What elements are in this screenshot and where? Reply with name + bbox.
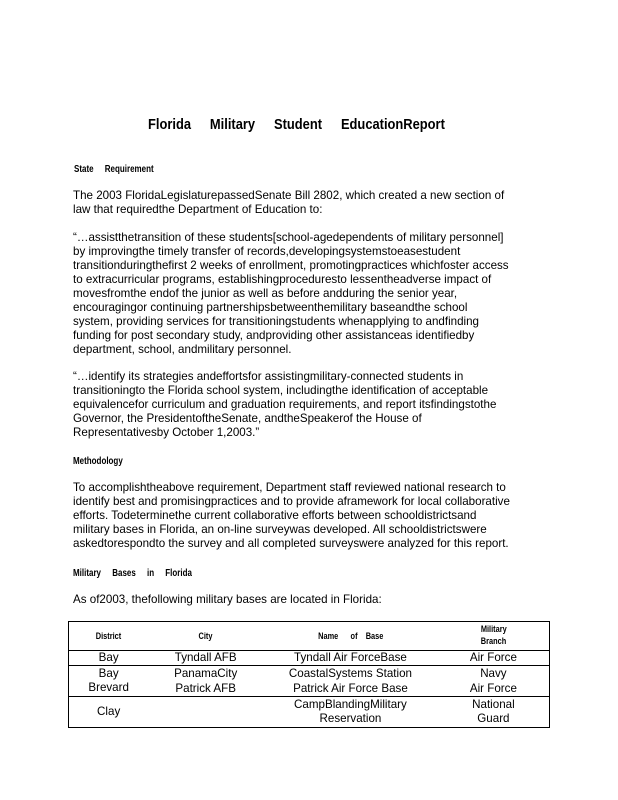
section-heading-methodology [73, 456, 134, 467]
text-line: transitioningto the Florida school system, includingthe identification of acceptable [73, 384, 489, 397]
cell-city: Tyndall AFB [174, 651, 237, 664]
military-bases-table [68, 621, 550, 728]
heading-word: Military [73, 568, 102, 579]
cell-district: Bay [98, 651, 119, 664]
cell-city [148, 697, 263, 728]
header-label: Name of Base [317, 631, 384, 641]
text-line: to extracurricular programs, establishingproceduresto lessentheadverse impact of [73, 273, 492, 286]
header-city [148, 622, 263, 651]
cell-district: Brevard [88, 681, 129, 694]
bases-intro [73, 593, 543, 607]
quote-paragraph-1 [73, 231, 543, 357]
cell-name: CoastalSystems Station [288, 667, 412, 680]
cell-branch: Air Force [469, 682, 517, 695]
intro-paragraph [73, 189, 543, 217]
text-line: department, school, andmilitary personnel. [73, 343, 292, 356]
heading-word: in [146, 568, 155, 579]
title-word: Military [209, 116, 256, 133]
heading-word: Requirement [104, 164, 154, 175]
heading-word: Florida [165, 568, 192, 579]
table-row [69, 681, 550, 697]
text-line: transitionduringthefirst 2 weeks of enrollment, promotingpractices whichfoster access [73, 259, 509, 272]
text-line: funding for post secondary study, andproviding other assistanceas identifiedby [73, 329, 475, 342]
text-line: The 2003 FloridaLegislaturepassedSenate Bill 2802, which created a new section of [73, 189, 505, 202]
branch-line: National [472, 698, 515, 711]
text-line: encouragingor continuing partnershipsbetweenthemilitary baseandthe school [73, 301, 468, 314]
text-line: As of2003, thefollowing military bases are located in Florida: [73, 593, 382, 606]
text-line: system, providing services for transitioningstudents whenapplying to andfinding [73, 315, 480, 328]
table-row [69, 666, 550, 682]
section-heading-military-bases [73, 568, 203, 579]
text-line: To accomplishtheabove requirement, Department staff reviewed national research to [73, 481, 506, 494]
cell-district: Bay [98, 667, 119, 680]
section-heading-state-requirement [74, 164, 165, 175]
quote-paragraph-2 [73, 370, 543, 440]
header-district [69, 622, 149, 651]
text-line: Governor, the PresidentoftheSenate, andtheSpeakerof the House of [73, 412, 422, 425]
cell-name: CampBlandingMilitary Reservation [294, 698, 407, 725]
cell-city: Patrick AFB [175, 682, 236, 695]
text-line: military bases in Florida, an on-line surveywas developed. All schooldistrictswere [73, 523, 487, 536]
title-word: Student [274, 116, 323, 133]
document-title [148, 116, 464, 133]
text-line: movesfromthe endof the junior as well as before andduring the senior year, [73, 287, 458, 300]
heading-word: Bases [112, 568, 136, 579]
heading-word: State [74, 164, 94, 175]
cell-name: Patrick Air Force Base [293, 682, 408, 695]
header-label: Branch [480, 636, 507, 646]
cell-branch [438, 697, 550, 728]
heading-word: Methodology [73, 456, 123, 467]
text-line: identify best and promisingpractices and to provide aframework for local collaborative [73, 495, 510, 508]
header-name-of-base [263, 622, 438, 651]
text-line: “…assistthetransition of these students[school-agedependents of military personnel] [73, 231, 504, 244]
text-line: “…identify its strategies andeffortsfor assistingmilitary-connected students in [73, 370, 464, 383]
table-row [69, 697, 550, 728]
text-line: law that requiredthe Department of Education to: [73, 203, 323, 216]
title-word: Florida [148, 116, 192, 133]
header-label: City [198, 631, 213, 641]
cell-branch: Air Force [469, 651, 517, 664]
text-line: equivalencefor curriculum and graduation requirements, and report itsfindingstothe [73, 398, 497, 411]
text-line: askedtorespondto the survey and all completed surveyswere analyzed for this report. [73, 537, 509, 550]
title-word: EducationReport [340, 116, 445, 133]
cell-district: Clay [97, 705, 121, 718]
methodology-paragraph [73, 481, 543, 551]
text-line: by improvingthe timely transfer of records,developingsystemstoeasestudent [73, 245, 461, 258]
table-header-row [69, 622, 550, 651]
cell-branch: Navy [480, 667, 507, 680]
table-row [69, 651, 550, 666]
header-military-branch [438, 622, 550, 651]
header-label: District [95, 631, 122, 641]
text-line: Representativesby October 1,2003.” [73, 426, 260, 439]
cell-city: PanamaCity [174, 667, 238, 680]
text-line: efforts. Todeterminethe current collaborative efforts between schooldistrictsand [73, 509, 477, 522]
header-label: Military [480, 624, 507, 634]
cell-name: Tyndall Air ForceBase [294, 651, 407, 664]
branch-line: Guard [477, 712, 510, 725]
